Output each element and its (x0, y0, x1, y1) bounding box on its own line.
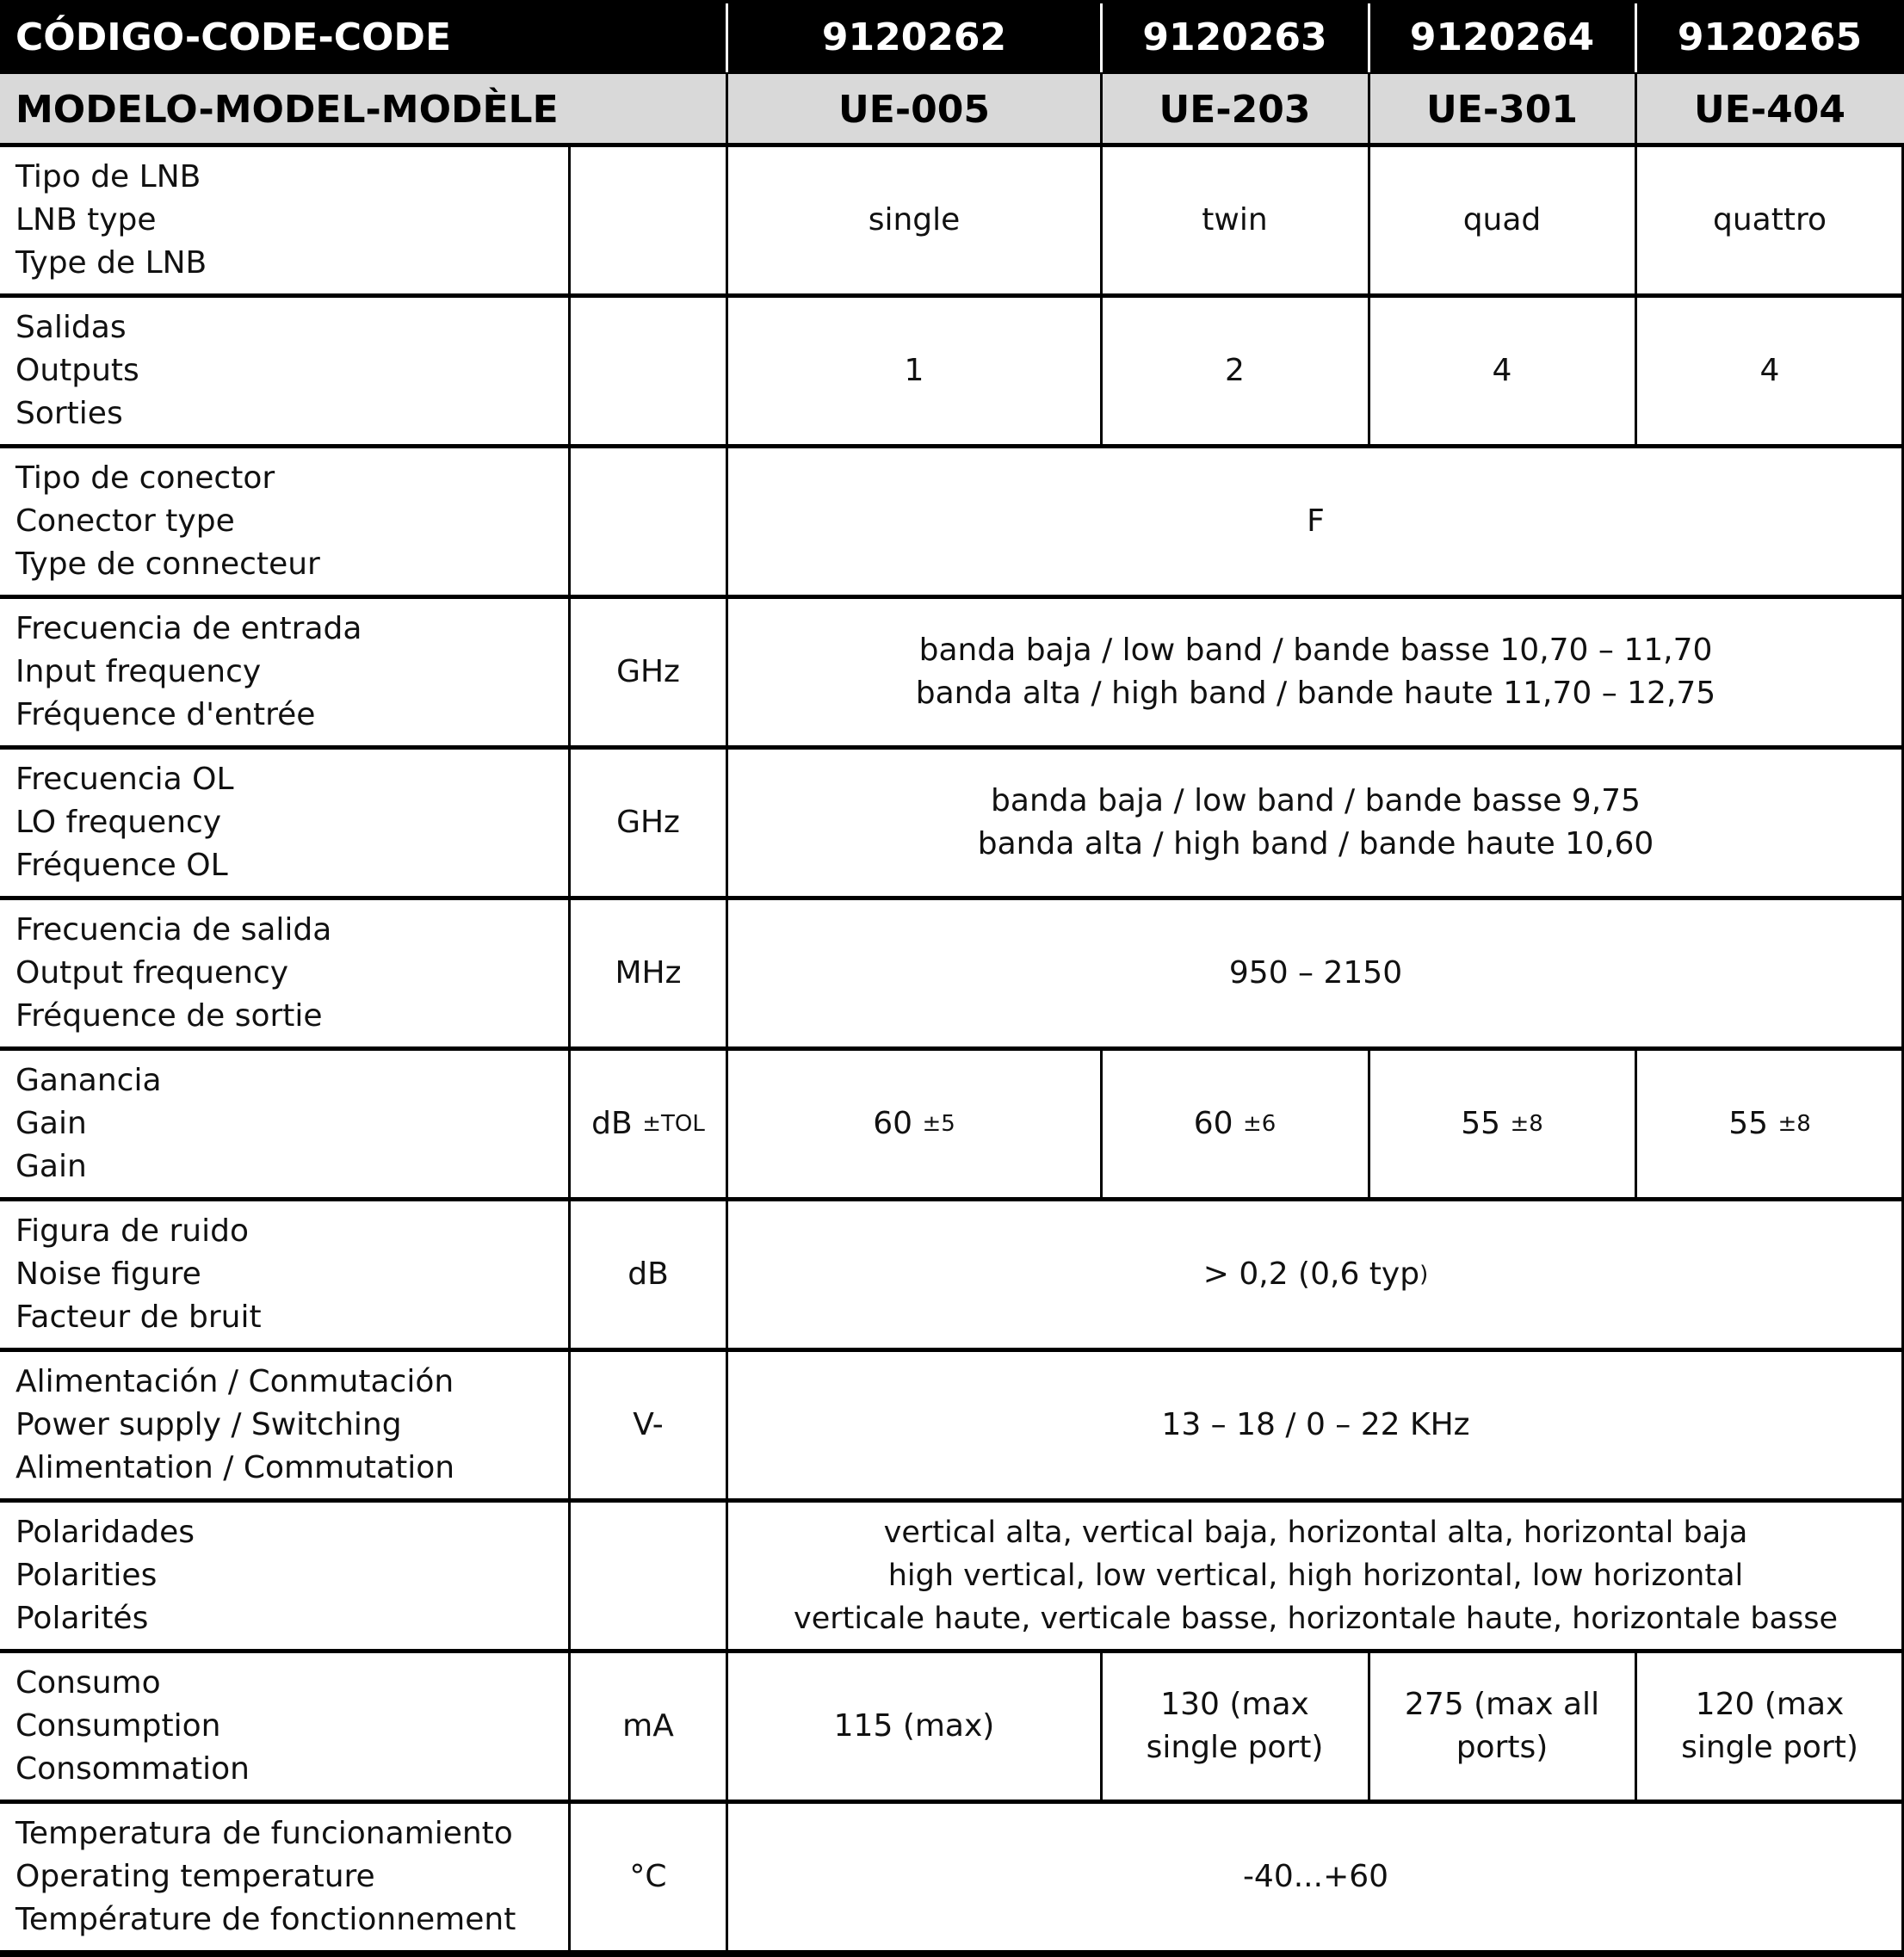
column-divider (1100, 145, 1103, 446)
row-divider (0, 745, 1904, 750)
cell-text: 950 – 2150 (1228, 954, 1403, 991)
row-label-output-frequency (0, 898, 569, 1048)
label-en: Gain (15, 1105, 87, 1141)
row-divider (0, 1498, 1904, 1503)
row-divider (0, 1348, 1904, 1352)
code-value: 9120265 (1677, 15, 1863, 59)
label-en: Noise figure (15, 1256, 201, 1292)
label-fr: Fréquence de sortie (15, 997, 323, 1034)
unit-text: MHz (615, 955, 682, 991)
row-divider (0, 1197, 1904, 1201)
unit-text: mA (622, 1708, 674, 1744)
label-es: Frecuencia de salida (15, 911, 332, 948)
lnb-type-value (1635, 145, 1904, 295)
row-divider (0, 143, 1904, 147)
outputs-value (1369, 295, 1635, 446)
row-label-outputs (0, 295, 569, 446)
column-divider (726, 3, 728, 72)
cell-line: banda alta / high band / bande haute 10,60 (977, 825, 1654, 861)
unit-cell (569, 1349, 727, 1500)
row-divider (0, 1950, 1904, 1957)
label-es: Alimentación / Conmutación (15, 1363, 454, 1399)
gain-value (1369, 1048, 1635, 1199)
cell-line: verticale haute, verticale basse, horizontale haute, horizontale basse (793, 1601, 1838, 1636)
row-label-connector (0, 446, 569, 596)
column-divider (1368, 145, 1370, 446)
model-cell (1101, 74, 1369, 145)
cell-text: -40...+60 (1242, 1858, 1389, 1894)
row-label-lnb-type (0, 145, 569, 295)
label-fr: Polarités (15, 1600, 149, 1636)
column-divider (1100, 1651, 1103, 1801)
row-label-lo-frequency (0, 747, 569, 898)
row-label-input-frequency (0, 596, 569, 747)
row-label-gain (0, 1048, 569, 1199)
output-frequency-value (727, 898, 1904, 1048)
cell-line: 130 (max (1160, 1686, 1309, 1722)
cell-text: quattro (1713, 201, 1827, 238)
unit-cell (569, 1199, 727, 1349)
outputs-value (727, 295, 1101, 446)
row-divider (0, 444, 1904, 448)
cell-line: 115 (max) (833, 1707, 995, 1744)
model-header-text: MODELO-MODEL-MODÈLE (15, 87, 559, 132)
cell-line: banda baja / low band / bande basse 9,75 (991, 782, 1641, 818)
unit-text: GHz (616, 654, 680, 689)
label-en: LO frequency (15, 804, 222, 840)
label-fr: Gain (15, 1148, 87, 1184)
consumption-value (1101, 1651, 1369, 1801)
gain-tolerance: ±5 (922, 1110, 955, 1137)
label-en: Outputs (15, 352, 139, 388)
label-es: Tipo de conector (15, 460, 275, 496)
column-divider (1368, 74, 1370, 145)
column-divider (568, 145, 571, 1952)
row-label-polarities (0, 1500, 569, 1651)
model-cell (1369, 74, 1635, 145)
label-fr: Fréquence OL (15, 847, 228, 883)
cell-text: quad (1462, 201, 1542, 238)
label-es: Polaridades (15, 1514, 195, 1550)
row-divider (0, 1046, 1904, 1051)
label-fr: Température de fonctionnement (15, 1901, 516, 1937)
lnb-type-value (1369, 145, 1635, 295)
label-es: Figura de ruido (15, 1213, 250, 1249)
cell-line: single port) (1681, 1729, 1858, 1765)
cell-line: banda alta / high band / bande haute 11,70 – 12,75 (915, 675, 1716, 711)
power-supply-value (727, 1349, 1904, 1500)
column-divider (726, 74, 728, 145)
label-fr: Type de connecteur (15, 546, 320, 582)
column-divider (1368, 1651, 1370, 1801)
column-divider (1635, 74, 1637, 145)
cell-line: 120 (max (1695, 1686, 1845, 1722)
row-divider (0, 293, 1904, 298)
label-en: Conector type (15, 503, 235, 539)
row-divider (0, 896, 1904, 900)
unit-cell (569, 898, 727, 1048)
gain-value (1635, 1048, 1904, 1199)
label-es: Temperatura de funcionamiento (15, 1815, 513, 1851)
label-fr: Consommation (15, 1750, 250, 1787)
label-fr: Fréquence d'entrée (15, 696, 316, 732)
code-value: 9120262 (821, 15, 1007, 59)
column-divider (1635, 1651, 1637, 1801)
cell-line: ports) (1456, 1729, 1549, 1765)
row-label-power-supply (0, 1349, 569, 1500)
gain-main: 55 (1461, 1106, 1501, 1141)
column-divider (1100, 1048, 1103, 1199)
column-divider (726, 145, 728, 1952)
code-cell (1635, 0, 1904, 74)
model-value: UE-404 (1694, 87, 1845, 132)
cell-text: twin (1202, 201, 1268, 238)
unit-cell (569, 1801, 727, 1952)
gain-main: 55 (1728, 1106, 1769, 1141)
lnb-type-value (727, 145, 1101, 295)
consumption-value (1369, 1651, 1635, 1801)
gain-tolerance: ±6 (1242, 1110, 1277, 1137)
label-es: Consumo (15, 1664, 161, 1701)
column-divider (1100, 74, 1103, 145)
label-en: Output frequency (15, 954, 289, 991)
row-label-temperature (0, 1801, 569, 1952)
cell-text-tail: ) (1419, 1261, 1429, 1287)
gain-tolerance: ±8 (1510, 1110, 1543, 1137)
label-es: Frecuencia de entrada (15, 610, 362, 646)
input-frequency-value (727, 596, 1904, 747)
unit-text: dB (591, 1106, 633, 1141)
cell-line: banda baja / low band / bande basse 10,70 – 11,70 (918, 632, 1713, 668)
model-value: UE-301 (1426, 87, 1578, 132)
label-es: Frecuencia OL (15, 761, 234, 797)
code-value: 9120264 (1409, 15, 1595, 59)
column-divider (1635, 1048, 1637, 1199)
gain-value (727, 1048, 1101, 1199)
tolerance-text: ±TOL (642, 1110, 705, 1137)
cell-text: 4 (1759, 352, 1780, 388)
cell-text: 2 (1225, 352, 1245, 388)
label-en: Operating temperature (15, 1858, 375, 1894)
row-divider (0, 1649, 1904, 1653)
outputs-value (1101, 295, 1369, 446)
label-fr: Type de LNB (15, 244, 207, 281)
cell-line: high vertical, low vertical, high horizontal, low horizontal (887, 1558, 1744, 1593)
model-value: UE-203 (1159, 87, 1311, 132)
label-en: Input frequency (15, 653, 262, 689)
consumption-value (727, 1651, 1101, 1801)
code-cell (1369, 0, 1635, 74)
unit-cell (569, 747, 727, 898)
gain-value (1101, 1048, 1369, 1199)
cell-text: 1 (904, 352, 924, 388)
cell-text: > 0,2 (0,6 typ (1202, 1256, 1420, 1292)
outputs-value (1635, 295, 1904, 446)
gain-tolerance: ±8 (1777, 1110, 1811, 1137)
cell-text: F (1307, 503, 1325, 539)
model-header-label (0, 74, 727, 145)
label-fr: Facteur de bruit (15, 1299, 262, 1335)
label-fr: Sorties (15, 395, 123, 431)
row-label-noise-figure (0, 1199, 569, 1349)
code-header-text: CÓDIGO-CODE-CODE (15, 15, 451, 59)
label-fr: Alimentation / Commutation (15, 1449, 455, 1485)
label-en: Polarities (15, 1557, 158, 1593)
gain-main: 60 (1193, 1106, 1233, 1141)
unit-text: dB (627, 1256, 669, 1292)
column-divider (1100, 3, 1103, 72)
column-divider (1635, 145, 1637, 446)
column-divider (1368, 1048, 1370, 1199)
temperature-value (727, 1801, 1904, 1952)
model-value: UE-005 (838, 87, 990, 132)
cell-text: 13 – 18 / 0 – 22 KHz (1161, 1406, 1470, 1442)
row-divider (0, 1800, 1904, 1804)
code-value: 9120263 (1142, 15, 1327, 59)
code-cell (727, 0, 1101, 74)
unit-cell (569, 1651, 727, 1801)
code-header-label (0, 0, 727, 74)
unit-cell (569, 1048, 727, 1199)
lnb-type-value (1101, 145, 1369, 295)
unit-cell (569, 596, 727, 747)
noise-figure-value (727, 1199, 1904, 1349)
label-en: LNB type (15, 201, 157, 238)
cell-line: single port) (1146, 1729, 1324, 1765)
connector-value (727, 446, 1904, 596)
lo-frequency-value (727, 747, 1904, 898)
label-en: Power supply / Switching (15, 1406, 402, 1442)
row-divider (0, 595, 1904, 599)
label-es: Ganancia (15, 1062, 162, 1098)
unit-text: V- (633, 1407, 664, 1442)
label-en: Consumption (15, 1707, 221, 1744)
label-es: Tipo de LNB (15, 158, 201, 194)
code-cell (1101, 0, 1369, 74)
column-divider (1635, 3, 1637, 72)
column-divider (1368, 3, 1370, 72)
gain-main: 60 (873, 1106, 913, 1141)
cell-line: vertical alta, vertical baja, horizontal alta, horizontal baja (883, 1515, 1748, 1550)
polarities-value (727, 1500, 1904, 1651)
cell-text: 4 (1492, 352, 1512, 388)
label-es: Salidas (15, 309, 127, 345)
consumption-value (1635, 1651, 1904, 1801)
cell-text: single (868, 201, 961, 238)
row-label-consumption (0, 1651, 569, 1801)
cell-line: 275 (max all (1404, 1686, 1600, 1722)
model-cell (1635, 74, 1904, 145)
unit-text: GHz (616, 805, 680, 840)
unit-text: °C (629, 1859, 667, 1894)
model-cell (727, 74, 1101, 145)
